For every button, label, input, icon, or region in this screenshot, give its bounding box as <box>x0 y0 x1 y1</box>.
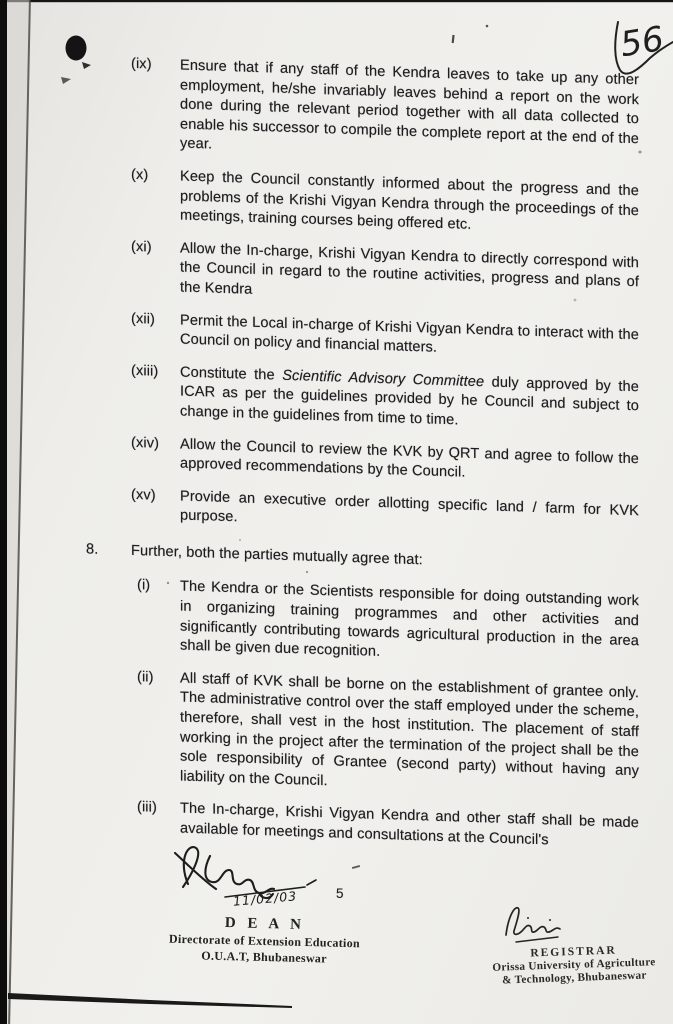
scan-left-edge <box>0 0 7 1024</box>
registrar-signature-icon <box>494 898 574 953</box>
clause-text-pre: Constitute the <box>180 364 283 384</box>
subclause-item-ii <box>104 667 639 802</box>
corner-note-number: 56 <box>617 18 667 66</box>
clause-text: The In-charge, Krishi Vigyan Kendra and other staff shall be made available for meetings and consultations at the Council's <box>180 800 639 849</box>
clause-text: Keep the Council constantly informed about the progress and the problems of the Krishi Vigyan Kendra through the proceedings of the meetings, training courses being offered etc. <box>180 168 639 234</box>
clause-text: Permit the Local in-charge of Krishi Vigyan Kendra to interact with the Council on policy and financial matters. <box>180 311 639 356</box>
punch-hole-mark <box>66 36 87 61</box>
subclause-item-i <box>104 575 639 671</box>
handwritten-corner-note <box>598 2 673 97</box>
clause-item-8 <box>86 541 639 578</box>
page-edge-line <box>9 0 30 1024</box>
registrar-org-line2: & Technology, Bhubaneswar <box>501 969 647 987</box>
clause-text-italic: Scientific Advisory Committee <box>282 367 485 390</box>
dean-org-line2: O.U.A.T, Bhubaneswar <box>201 948 327 966</box>
registrar-org-line1: Orissa University of Agriculture <box>492 956 656 974</box>
bottom-rule-line <box>8 993 292 1008</box>
registrar-title: REGISTRAR <box>530 944 617 960</box>
clause-number: (x) <box>131 166 149 184</box>
clause-number: (xiv) <box>131 434 160 452</box>
scan-top-edge <box>0 0 673 2</box>
clause-text: The Kendra or the Scientists responsible for doing outstanding work in organizing training programmes and other activities and significantly contributing towards agricultural production in the area shall be given due recognition. <box>180 578 639 661</box>
clause-number: (i) <box>137 577 151 594</box>
clause-text: All staff of KVK shall be borne on the establishment of grantee only. The administrative control over the staff employed under the scheme, therefore, shall vest in the host institution. The placement of staff working in the project after the termination of the project shall be the sole responsibility of Grantee (second party) without having any liability on the Council. <box>180 670 639 790</box>
clause-text: Ensure that if any staff of the Kendra leaves to take up any other employment, he/she invariably leaves behind a report on the work done during the relevant period together with all data collected to enable his successor to compile the complete report at the end of the year. <box>180 57 639 153</box>
page-number: 5 <box>336 886 344 901</box>
dean-signature-block <box>151 913 377 967</box>
clause-number: (xii) <box>131 310 156 328</box>
clause-number: 8. <box>86 541 99 558</box>
clause-text: Allow the Council to review the KVK by QRT and agree to follow the approved recommendations by the Council. <box>180 435 639 481</box>
clause-item-xii <box>104 309 639 365</box>
clause-item-xv <box>104 485 639 541</box>
clause-number: (iii) <box>137 799 157 817</box>
document-text <box>86 54 639 867</box>
handwritten-date: 11/02/03 <box>232 888 298 909</box>
clause-number: (xiii) <box>131 362 159 380</box>
dean-title: D E A N <box>224 915 306 933</box>
clause-text: Further, both the parties mutually agree that: <box>131 542 423 569</box>
clause-item-xiv <box>104 433 639 489</box>
clause-text-post: duly approved by the ICAR as per the guidelines provided by he Council and subject to change in the guidelines from time to time. <box>180 373 639 429</box>
clause-item-xi <box>104 237 639 313</box>
clause-item-xiii <box>104 361 639 437</box>
clause-text: Allow the In-charge, Krishi Vigyan Kendra to directly correspond with the Council in regard to the routine activities, progress and plans of the Kendra <box>180 240 639 298</box>
registrar-signature-block <box>473 943 673 988</box>
clause-number: (ix) <box>131 55 152 73</box>
clause-text <box>180 363 639 437</box>
clause-item-ix <box>104 54 639 169</box>
clause-item-x <box>104 165 639 241</box>
clause-number: (xv) <box>131 486 156 504</box>
clause-number: (ii) <box>137 668 154 686</box>
clause-text: Provide an executive order allotting specific land / farm for KVK purpose. <box>180 488 639 526</box>
dean-org-line1: Directorate of Extension Education <box>168 931 361 951</box>
clause-number: (xi) <box>131 238 152 256</box>
